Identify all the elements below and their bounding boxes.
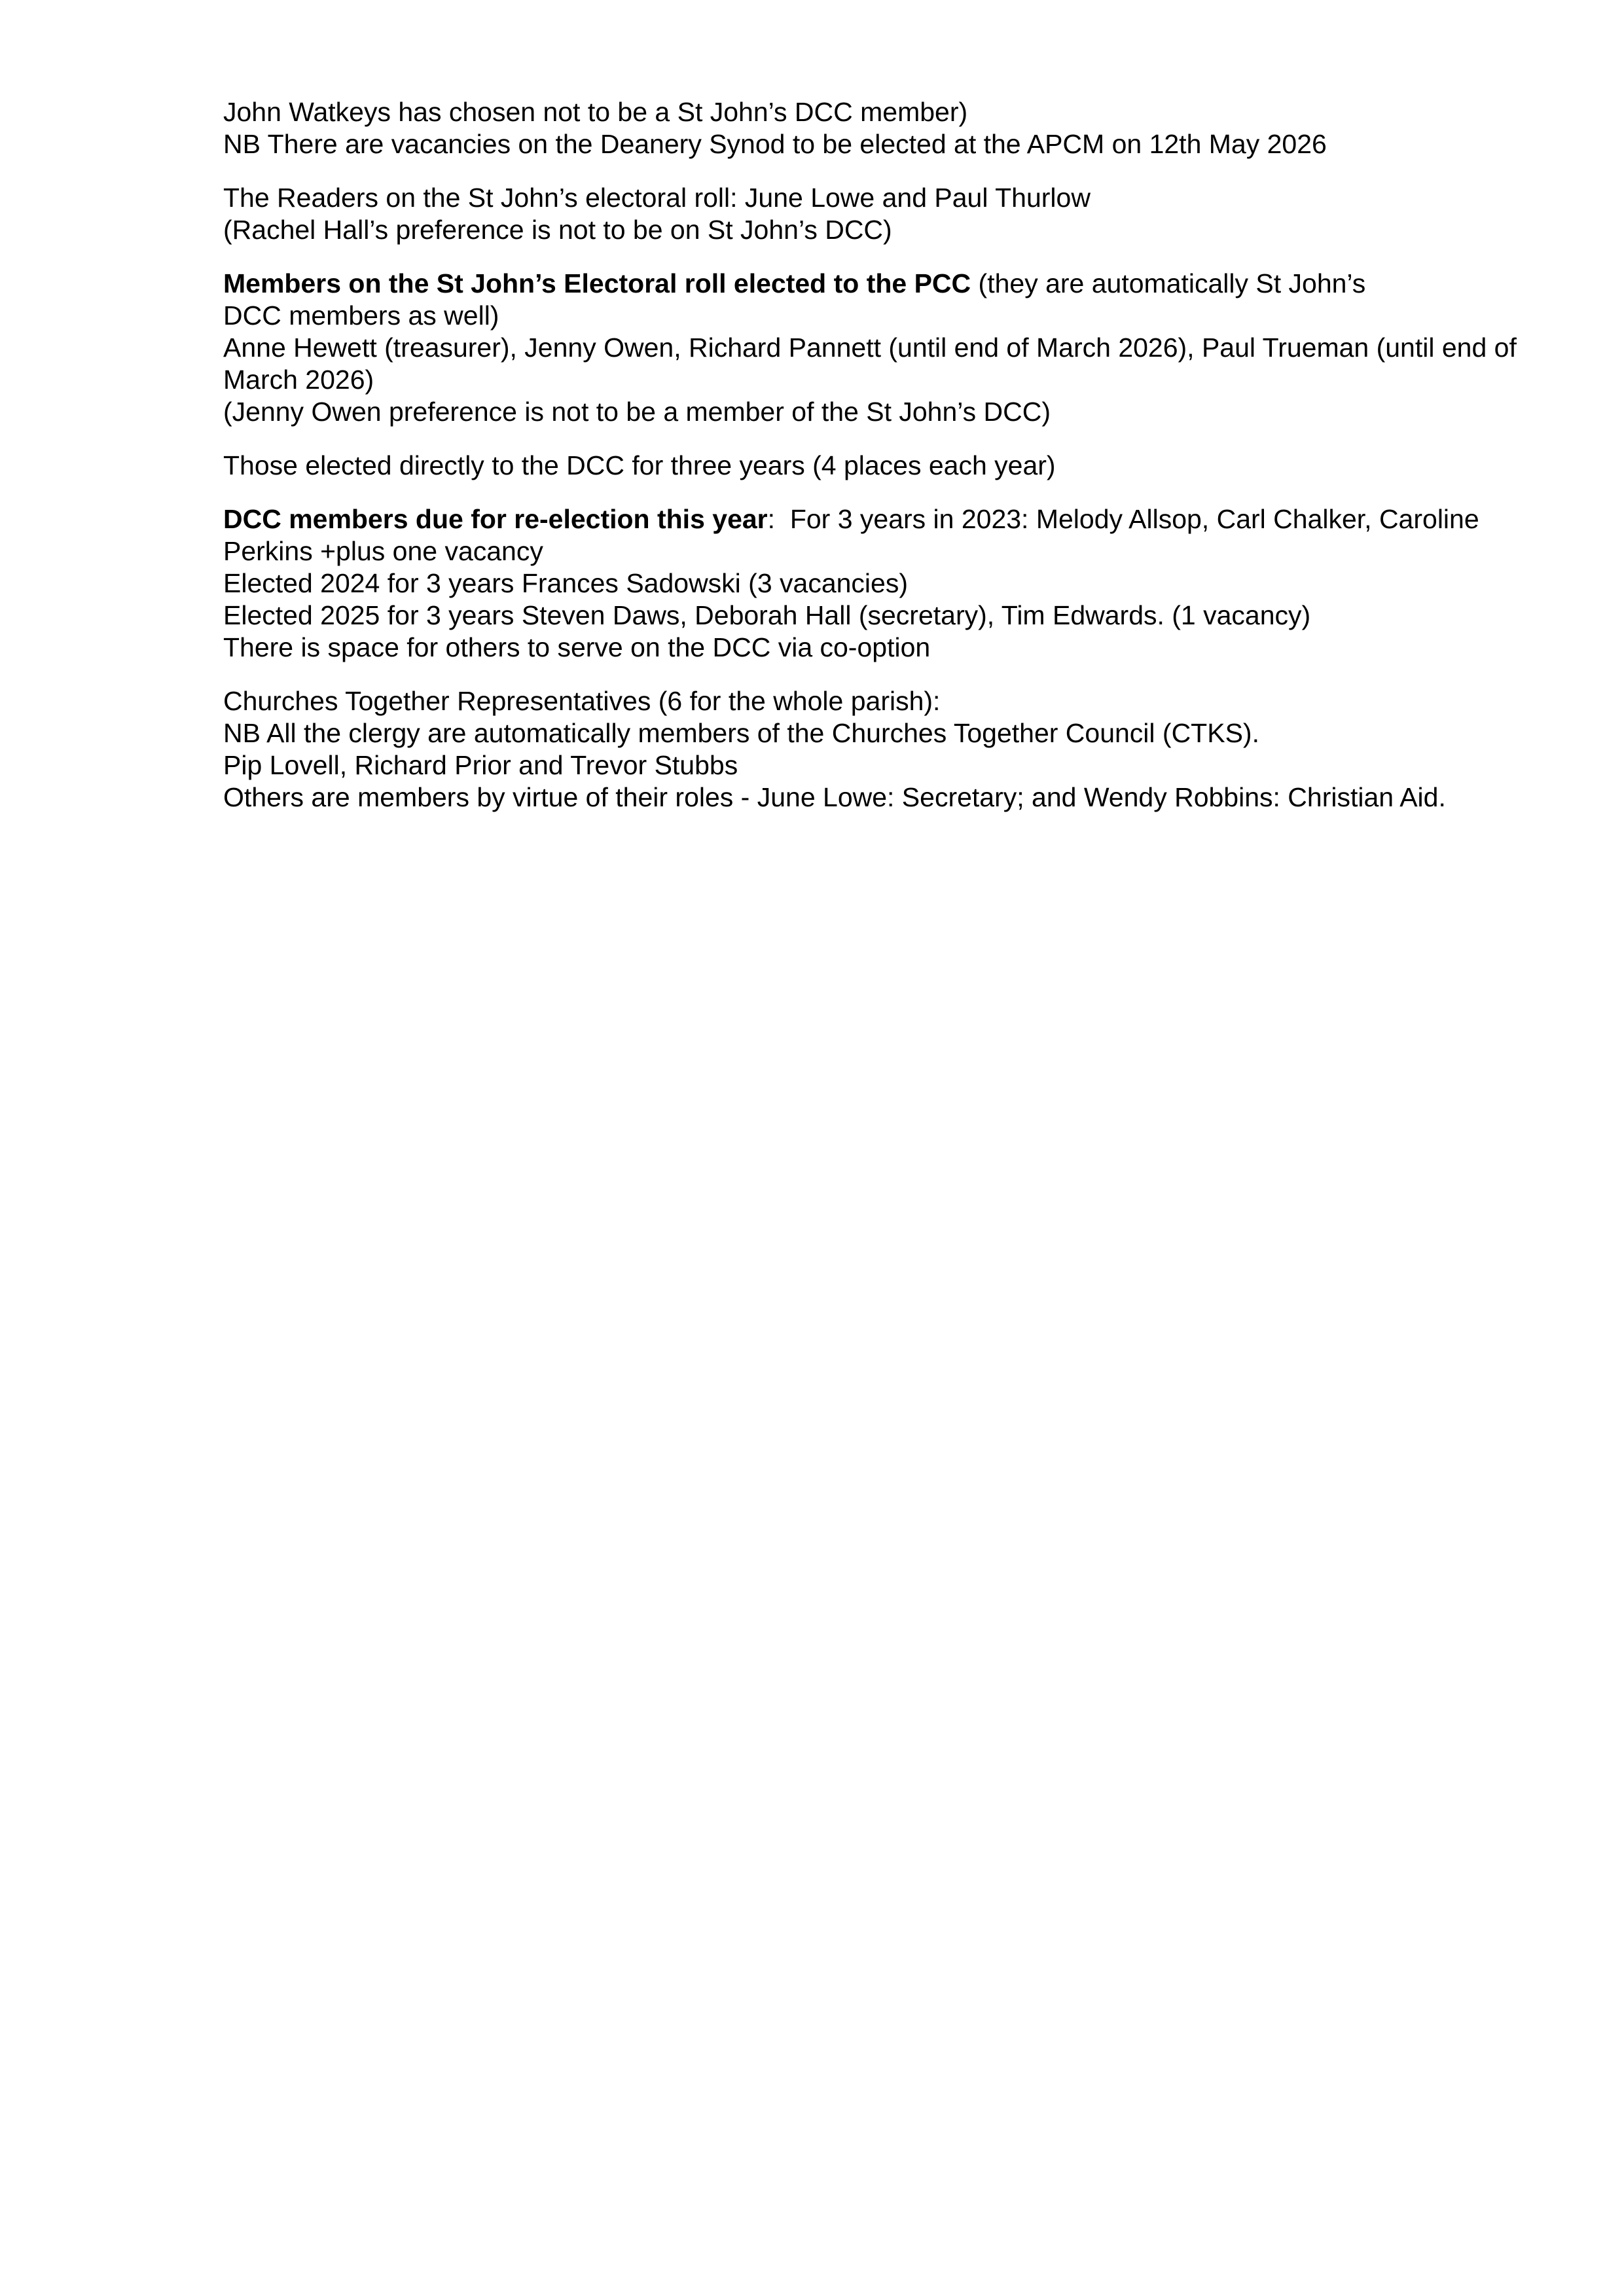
- text-line: Perkins +plus one vacancy: [223, 536, 543, 566]
- text-line: (Jenny Owen preference is not to be a member of the St John’s DCC): [223, 397, 1051, 427]
- text-line: DCC members as well): [223, 300, 499, 331]
- text-line: March 2026): [223, 365, 374, 395]
- text-line: Others are members by virtue of their roles - June Lowe: Secretary; and Wendy Robbins: Christian Aid.: [223, 782, 1446, 812]
- text-line: Elected 2024 for 3 years Frances Sadowski (3 vacancies): [223, 568, 909, 598]
- paragraph-churches-together: [223, 685, 1559, 814]
- paragraph-deanery-synod: [223, 96, 1559, 160]
- paragraph-readers: [223, 182, 1559, 246]
- text-line: Anne Hewett (treasurer), Jenny Owen, Richard Pannett (until end of March 2026), Paul Trueman (until end of: [223, 332, 1517, 363]
- text-line: The Readers on the St John’s electoral roll: June Lowe and Paul Thurlow: [223, 183, 1091, 213]
- text-line: [223, 268, 1559, 300]
- text-fragment: (they are automatically St John’s: [971, 268, 1366, 298]
- text-line: Pip Lovell, Richard Prior and Trevor Stubbs: [223, 750, 738, 780]
- text-fragment: : For 3 years in 2023: Melody Allsop, Carl Chalker, Caroline: [767, 504, 1479, 534]
- text-line: There is space for others to serve on the DCC via co-option: [223, 632, 931, 662]
- paragraph-direct-election: [223, 450, 1559, 482]
- section-heading: Members on the St John’s Electoral roll elected to the PCC: [223, 268, 971, 298]
- text-line: John Watkeys has chosen not to be a St John’s DCC member): [223, 97, 968, 127]
- text-line: NB There are vacancies on the Deanery Synod to be elected at the APCM on 12th May 2026: [223, 129, 1327, 159]
- text-line: Those elected directly to the DCC for three years (4 places each year): [223, 450, 1056, 480]
- text-line: (Rachel Hall’s preference is not to be on St John’s DCC): [223, 215, 892, 245]
- text-line: Elected 2025 for 3 years Steven Daws, Deborah Hall (secretary), Tim Edwards. (1 vacancy): [223, 600, 1311, 630]
- paragraph-re-election: [223, 503, 1559, 664]
- text-line: Churches Together Representatives (6 for the whole parish):: [223, 686, 941, 716]
- document-body: [223, 96, 1559, 814]
- section-heading: DCC members due for re-election this year: [223, 504, 768, 534]
- text-line: NB All the clergy are automatically members of the Churches Together Council (CTKS).: [223, 718, 1259, 748]
- text-line: [223, 503, 1559, 535]
- paragraph-pcc-members: [223, 268, 1559, 428]
